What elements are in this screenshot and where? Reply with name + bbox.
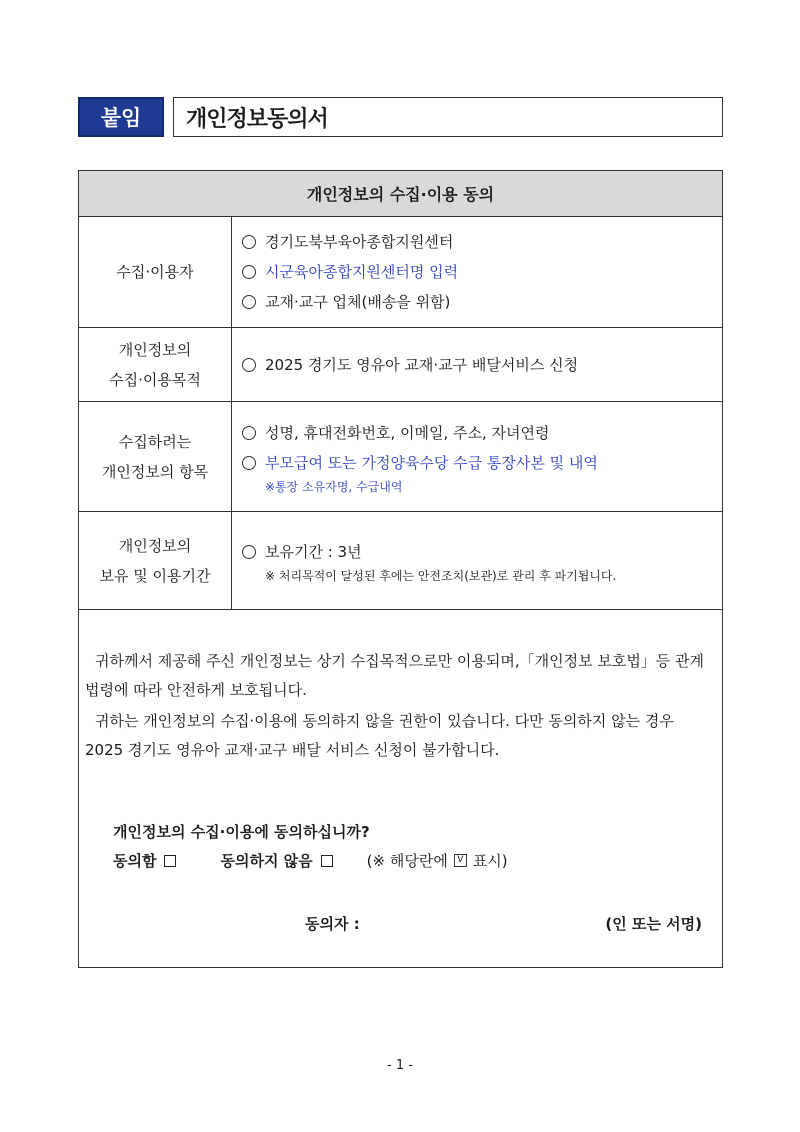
row-label-line: 수집하려는 (118, 432, 192, 451)
hint-text-pre: (※ 해당란에 (366, 852, 448, 870)
circle-bullet-icon (242, 265, 256, 279)
list-item (242, 418, 716, 448)
attachment-tag: 붙임 (78, 97, 164, 137)
circle-bullet-icon (242, 295, 256, 309)
item-text: 2025 경기도 영유아 교재·교구 배달서비스 신청 (265, 355, 579, 374)
disagree-checkbox[interactable] (321, 855, 333, 867)
check-mark-icon: V (454, 854, 467, 867)
row-value (242, 328, 716, 401)
row-label (79, 328, 232, 401)
circle-bullet-icon (242, 235, 256, 249)
disagree-label: 동의하지 않음 (220, 852, 313, 870)
consent-question: 개인정보의 수집·이용에 동의하십니까? (113, 823, 370, 841)
row-value (242, 512, 716, 609)
table-row-purpose (79, 328, 722, 402)
item-note: ※통장 소유자명, 수급내역 (265, 479, 403, 494)
circle-bullet-icon (242, 426, 256, 440)
consent-options (113, 850, 508, 871)
consent-form (78, 170, 723, 968)
circle-bullet-icon (242, 358, 256, 372)
document-header (78, 97, 723, 137)
row-label (79, 217, 232, 327)
item-text: 교재·교구 업체(배송을 위함) (265, 293, 451, 311)
list-item (242, 537, 716, 567)
table-row-items (79, 402, 722, 512)
list-item (242, 227, 716, 257)
list-item (242, 287, 716, 317)
signature-hint: (인 또는 서명) (605, 915, 702, 933)
row-label-line: 개인정보의 (118, 340, 192, 359)
table-row-retention (79, 512, 722, 610)
table-row-collector (79, 217, 722, 328)
item-text: 시군육아종합지원센터명 입력 (265, 263, 459, 281)
item-text: 보유기간 : 3년 (265, 542, 362, 561)
row-label-line: 수집·이용자 (116, 263, 194, 281)
circle-bullet-icon (242, 456, 256, 470)
row-label-line: 개인정보의 (118, 536, 192, 555)
item-text: 성명, 휴대전화번호, 이메일, 주소, 자녀연령 (265, 423, 550, 442)
item-text: 부모급여 또는 가정양육수당 수급 통장사본 및 내역 (265, 453, 598, 472)
row-label (79, 402, 232, 511)
item-note: ※ 처리목적이 달성된 후에는 안전조치(보관)로 관리 후 파기됩니다. (265, 568, 617, 583)
body-paragraph: 귀하는 개인정보의 수집·이용에 동의하지 않을 권한이 있습니다. 다만 동의하지 않는 경우 2025 경기도 영유아 교재·교구 배달 서비스 신청이 불가합니다. (85, 712, 674, 759)
list-item (242, 350, 716, 380)
row-label-line: 수집·이용목적 (109, 370, 201, 389)
page-number: - 1 - (387, 1058, 413, 1073)
item-text: 경기도북부육아종합지원센터 (265, 233, 454, 251)
agree-checkbox[interactable] (164, 855, 176, 867)
row-label (79, 512, 232, 609)
table-heading: 개인정보의 수집·이용 동의 (79, 171, 722, 217)
row-label-line: 보유 및 이용기간 (99, 566, 211, 585)
row-value (242, 402, 716, 511)
row-label-line: 개인정보의 항목 (101, 462, 209, 481)
body-paragraph: 귀하께서 제공해 주신 개인정보는 상기 수집목적으로만 이용되며,「개인정보 보호법」등 관계법령에 따라 안전하게 보호됩니다. (85, 652, 705, 699)
signer-label: 동의자 : (305, 915, 360, 933)
list-item (242, 448, 716, 478)
circle-bullet-icon (242, 545, 256, 559)
agree-label: 동의함 (113, 852, 157, 870)
document-title: 개인정보동의서 (173, 97, 723, 137)
list-item (242, 257, 716, 287)
row-value (242, 217, 716, 327)
hint-text-post: 표시) (472, 852, 508, 870)
